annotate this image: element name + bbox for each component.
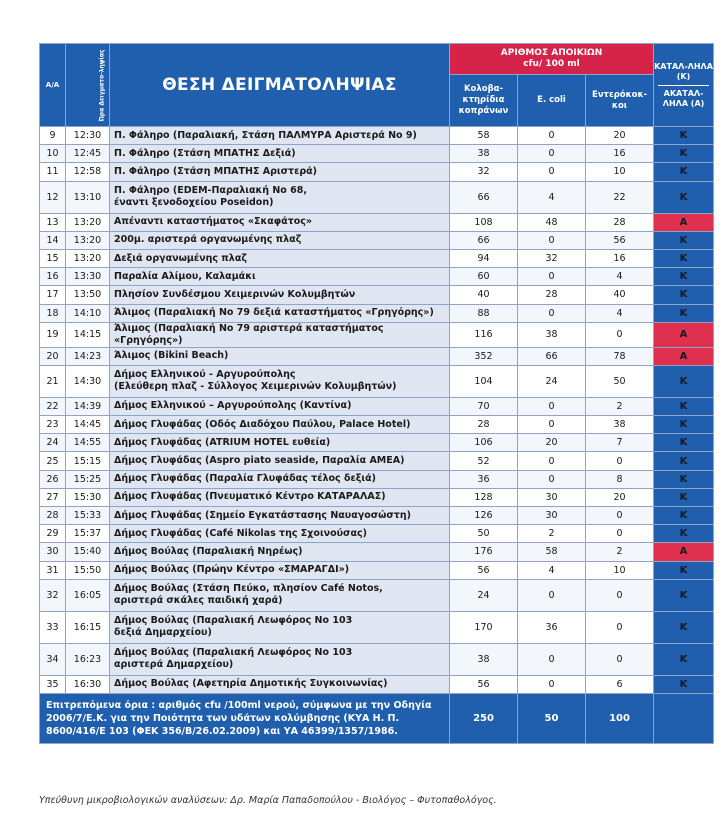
row-location [110,611,450,643]
row-location-line: Δήμος Βούλας (Παραλιακή Λεωφόρος Νο 103 [114,647,353,659]
row-location-line: Δήμος Γλυφάδας (Οδός Διαδόχου Παύλου, Palace Hotel) [114,418,411,430]
row-location [110,434,450,452]
row-location-line: Δήμος Γλυφάδας (Παραλία Γλυφάδας τέλος δεξιά) [114,473,376,485]
row-enterococci: 0 [586,611,654,643]
row-ecoli: 0 [518,452,586,470]
row-ecoli: 0 [518,304,586,322]
row-location [110,127,450,145]
row-time: 13:20 [66,213,110,231]
row-ecoli: 0 [518,675,586,693]
table-row [40,397,714,415]
row-number: 32 [40,579,66,611]
row-location [110,365,450,397]
row-number: 16 [40,268,66,286]
row-location [110,675,450,693]
row-category: Κ [654,397,714,415]
row-number: 14 [40,231,66,249]
row-time: 15:37 [66,525,110,543]
row-time: 12:45 [66,145,110,163]
row-enterococci: 56 [586,231,654,249]
table-row [40,452,714,470]
row-time: 14:10 [66,304,110,322]
table-row [40,231,714,249]
row-ecoli: 38 [518,322,586,347]
row-ecoli: 48 [518,213,586,231]
row-location [110,249,450,267]
row-number: 21 [40,365,66,397]
row-enterococci: 50 [586,365,654,397]
row-location [110,163,450,181]
row-time: 13:50 [66,286,110,304]
row-ecoli: 0 [518,397,586,415]
row-enterococci: 20 [586,488,654,506]
row-location-line: Δεξιά οργανωμένης πλαζ [114,252,247,264]
row-category: Κ [654,507,714,525]
row-ecoli: 0 [518,231,586,249]
row-time: 14:15 [66,322,110,347]
row-category: Κ [654,525,714,543]
row-enterococci: 20 [586,127,654,145]
row-number: 22 [40,397,66,415]
table-row [40,525,714,543]
results-body [40,127,714,694]
row-fecal-coliforms: 66 [450,231,518,249]
table-row [40,145,714,163]
row-fecal-coliforms: 128 [450,488,518,506]
row-location [110,322,450,347]
row-fecal-coliforms: 56 [450,675,518,693]
table-row [40,543,714,561]
row-time: 14:39 [66,397,110,415]
row-category: Α [654,322,714,347]
row-enterococci: 0 [586,322,654,347]
header-title: ΘΕΣΗ ΔΕΙΓΜΑΤΟΛΗΨΙΑΣ [110,44,450,127]
row-time: 12:58 [66,163,110,181]
row-fecal-coliforms: 116 [450,322,518,347]
row-location-line: Π. Φάληρο (EDEM-Παραλιακή Νο 68, [114,185,307,197]
table-row [40,163,714,181]
row-location-line: Δήμος Γλυφάδας (Aspro piato seaside, Παραλία ΑΜΕΑ) [114,455,405,467]
header-row-1 [40,44,714,75]
row-fecal-coliforms: 108 [450,213,518,231]
row-ecoli: 32 [518,249,586,267]
row-location-line: Δήμος Ελληνικού – Αργυρούπολης (Καντίνα) [114,400,352,412]
row-location-line: Δήμος Γλυφάδας (ATRIUM HOTEL ευθεία) [114,436,331,448]
row-location [110,416,450,434]
table-row [40,561,714,579]
row-fecal-coliforms: 24 [450,579,518,611]
table-row [40,304,714,322]
header-colonies-group: ΑΡΙΘΜΟΣ ΑΠΟΙΚΙΩΝ cfu/ 100 ml [450,44,654,75]
row-number: 17 [40,286,66,304]
row-enterococci: 4 [586,268,654,286]
table-row [40,213,714,231]
row-category: Α [654,543,714,561]
row-number: 10 [40,145,66,163]
table-row [40,322,714,347]
row-category: Κ [654,163,714,181]
row-enterococci: 7 [586,434,654,452]
row-ecoli: 0 [518,470,586,488]
header-aa: Α/Α [40,44,66,127]
row-location-line: Π. Φάληρο (Στάση ΜΠΑΤΗΣ Δεξιά) [114,147,296,159]
row-location [110,643,450,675]
row-enterococci: 38 [586,416,654,434]
row-category: Κ [654,643,714,675]
row-location-line: Παραλία Αλίμου, Καλαμάκι [114,270,256,282]
row-enterococci: 0 [586,452,654,470]
row-location-line: αριστερά Δημαρχείου) [114,659,234,671]
row-enterococci: 22 [586,181,654,213]
row-location [110,181,450,213]
row-location-line: Δήμος Βούλας (Παραλιακή Νηρέως) [114,545,303,557]
row-time: 15:25 [66,470,110,488]
row-location-line: (Ελεύθερη πλαζ - Σύλλογος Χειμερινών Κολυμβητών) [114,381,397,393]
row-ecoli: 0 [518,643,586,675]
row-category: Α [654,213,714,231]
table-row [40,347,714,365]
row-location-line: Άλιμος (Παραλιακή Νο 79 αριστερά καταστήματος «Γρηγόρης») [114,322,384,346]
row-fecal-coliforms: 50 [450,525,518,543]
row-fecal-coliforms: 104 [450,365,518,397]
row-number: 9 [40,127,66,145]
row-fecal-coliforms: 38 [450,643,518,675]
row-ecoli: 2 [518,525,586,543]
row-category: Κ [654,268,714,286]
row-location [110,452,450,470]
row-number: 34 [40,643,66,675]
header-ecoli: E. coli [518,75,586,127]
row-location [110,579,450,611]
row-category: Κ [654,675,714,693]
row-enterococci: 10 [586,561,654,579]
row-time: 15:50 [66,561,110,579]
row-time: 13:20 [66,249,110,267]
row-location [110,543,450,561]
row-location-line: Απέναντι καταστήματος «Σκαφάτος» [114,216,313,228]
row-number: 31 [40,561,66,579]
row-time: 15:15 [66,452,110,470]
row-fecal-coliforms: 170 [450,611,518,643]
row-time: 15:33 [66,507,110,525]
row-fecal-coliforms: 176 [450,543,518,561]
row-location-line: Άλιμος (Bikini Beach) [114,350,229,362]
row-location [110,470,450,488]
row-fecal-coliforms: 58 [450,127,518,145]
row-location [110,397,450,415]
row-enterococci: 10 [586,163,654,181]
header-fecal-coliforms: Κολοβα-κτηρίδια κοπράνων [450,75,518,127]
table-row [40,488,714,506]
row-location [110,231,450,249]
row-number: 13 [40,213,66,231]
row-time: 13:20 [66,231,110,249]
table-row [40,127,714,145]
row-location-line: 200μ. αριστερά οργανωμένης πλαζ [114,234,302,246]
row-enterococci: 0 [586,579,654,611]
row-fecal-coliforms: 106 [450,434,518,452]
row-location [110,213,450,231]
row-category: Κ [654,286,714,304]
row-ecoli: 36 [518,611,586,643]
row-time: 14:30 [66,365,110,397]
row-fecal-coliforms: 52 [450,452,518,470]
row-ecoli: 58 [518,543,586,561]
row-enterococci: 2 [586,397,654,415]
limits-blank [654,693,714,743]
row-time: 14:23 [66,347,110,365]
row-time: 15:40 [66,543,110,561]
row-ecoli: 28 [518,286,586,304]
row-location-line: Δήμος Ελληνικού - Αργυρούπολης [114,369,296,381]
row-location [110,286,450,304]
table-row [40,416,714,434]
table-row [40,675,714,693]
row-number: 29 [40,525,66,543]
table-row [40,249,714,267]
row-location-line: Π. Φάληρο (Στάση ΜΠΑΤΗΣ Αριστερά) [114,165,318,177]
row-location-line: δεξιά Δημαρχείου) [114,627,212,639]
row-ecoli: 0 [518,268,586,286]
row-number: 20 [40,347,66,365]
row-location [110,525,450,543]
row-number: 33 [40,611,66,643]
row-category: Κ [654,561,714,579]
row-enterococci: 0 [586,525,654,543]
row-number: 27 [40,488,66,506]
row-location-line: Δήμος Βούλας (Στάση Πεύκο, πλησίον Café Notos, [114,583,383,595]
row-enterococci: 6 [586,675,654,693]
row-fecal-coliforms: 88 [450,304,518,322]
row-enterococci: 40 [586,286,654,304]
row-enterococci: 4 [586,304,654,322]
row-enterococci: 0 [586,507,654,525]
row-enterococci: 0 [586,643,654,675]
row-time: 16:23 [66,643,110,675]
table-row [40,434,714,452]
row-number: 26 [40,470,66,488]
table-row [40,643,714,675]
row-location-line: αριστερά σκάλες παιδική χαρά) [114,595,283,607]
row-fecal-coliforms: 352 [450,347,518,365]
row-category: Κ [654,579,714,611]
row-ecoli: 4 [518,181,586,213]
table-row [40,181,714,213]
row-time: 13:10 [66,181,110,213]
row-fecal-coliforms: 56 [450,561,518,579]
row-fecal-coliforms: 36 [450,470,518,488]
row-ecoli: 66 [518,347,586,365]
row-ecoli: 0 [518,127,586,145]
row-ecoli: 0 [518,145,586,163]
row-enterococci: 78 [586,347,654,365]
row-fecal-coliforms: 32 [450,163,518,181]
row-location-line: Δήμος Βούλας (Πρώην Κέντρο «ΣΜΑΡΑΓΔΙ») [114,564,350,576]
row-category: Κ [654,145,714,163]
row-location-line: Δήμος Γλυφάδας (Café Nikolas της Σχοινούσας) [114,527,367,539]
row-fecal-coliforms: 28 [450,416,518,434]
row-fecal-coliforms: 38 [450,145,518,163]
row-category: Κ [654,434,714,452]
row-location-line: Π. Φάληρο (Παραλιακή, Στάση ΠΑΛΜΥΡΑ Αριστερά Νο 9) [114,129,417,141]
row-fecal-coliforms: 70 [450,397,518,415]
row-number: 25 [40,452,66,470]
table-row [40,507,714,525]
header-enterococci: Εντερόκοκ-κοι [586,75,654,127]
row-number: 24 [40,434,66,452]
row-enterococci: 2 [586,543,654,561]
row-number: 19 [40,322,66,347]
row-ecoli: 30 [518,488,586,506]
row-number: 35 [40,675,66,693]
row-location [110,561,450,579]
table-row [40,611,714,643]
row-category: Κ [654,488,714,506]
row-number: 30 [40,543,66,561]
row-location-line: Δήμος Βούλας (Παραλιακή Λεωφόρος Νο 103 [114,615,353,627]
row-enterococci: 16 [586,249,654,267]
limits-text: Επιτρεπόμενα όρια : αριθμός cfu /100ml νερού, σύμφωνα με την Οδηγία 2006/7/Ε.Κ. για την Ποιότητα των υδάτων κολύμβησης (ΚΥΑ Η. Π. 8600/416/Ε 103 (ΦΕΚ 356/Β/26.02.2009) και ΥΑ 46399/1357/1986. [40,693,450,743]
row-number: 28 [40,507,66,525]
row-time: 12:30 [66,127,110,145]
table-row [40,268,714,286]
table-row [40,470,714,488]
row-time: 14:55 [66,434,110,452]
row-time: 16:30 [66,675,110,693]
row-enterococci: 8 [586,470,654,488]
results-table-container [39,43,713,744]
row-location-line: Πλησίον Συνδέσμου Χειμερινών Κολυμβητών [114,288,356,300]
row-fecal-coliforms: 126 [450,507,518,525]
row-number: 15 [40,249,66,267]
row-category: Α [654,347,714,365]
row-number: 23 [40,416,66,434]
row-ecoli: 0 [518,579,586,611]
row-location-line: έναντι ξενοδοχείου Poseidon) [114,197,274,209]
row-ecoli: 20 [518,434,586,452]
analysis-note: Υπεύθυνη μικροβιολογικών αναλύσεων: Δρ. Μαρία Παπαδοπούλου - Βιολόγος – Φυτοπαθολόγος. [39,795,497,806]
row-time: 16:05 [66,579,110,611]
row-location [110,347,450,365]
row-ecoli: 30 [518,507,586,525]
row-time: 16:15 [66,611,110,643]
row-location-line: Δήμος Βούλας (Αφετηρία Δημοτικής Συγκοινωνίας) [114,678,388,690]
header-category: ΚΑΤΑΛ-ΛΗΛΑ (Κ) ΑΚΑΤΑΛ-ΛΗΛΑ (Α) [654,44,714,127]
row-enterococci: 16 [586,145,654,163]
row-location [110,268,450,286]
row-fecal-coliforms: 60 [450,268,518,286]
row-category: Κ [654,127,714,145]
row-time: 14:45 [66,416,110,434]
row-location-line: Άλιμος (Παραλιακή Νο 79 δεξιά καταστήματος «Γρηγόρης») [114,307,434,319]
row-ecoli: 0 [518,163,586,181]
row-fecal-coliforms: 40 [450,286,518,304]
row-ecoli: 24 [518,365,586,397]
table-row [40,579,714,611]
header-time: Ώρα Δειγματο-ληψίας [66,44,110,127]
row-ecoli: 0 [518,416,586,434]
table-row [40,365,714,397]
row-category: Κ [654,452,714,470]
row-number: 11 [40,163,66,181]
row-ecoli: 4 [518,561,586,579]
sampling-results-table [39,43,714,744]
row-time: 15:30 [66,488,110,506]
table-row [40,286,714,304]
row-location-line: Δήμος Γλυφάδας (Πνευματικό Κέντρο ΚΑΤΑΡΑΛΑΣ) [114,491,386,503]
row-category: Κ [654,611,714,643]
row-fecal-coliforms: 94 [450,249,518,267]
limit-ecoli: 50 [518,693,586,743]
row-location-line: Δήμος Γλυφάδας (Σημείο Εγκατάστασης Ναυαγοσώστη) [114,509,411,521]
row-location [110,304,450,322]
limit-fecal-coliforms: 250 [450,693,518,743]
row-category: Κ [654,181,714,213]
limit-enterococci: 100 [586,693,654,743]
row-number: 12 [40,181,66,213]
row-category: Κ [654,416,714,434]
row-location [110,488,450,506]
row-category: Κ [654,231,714,249]
row-category: Κ [654,249,714,267]
row-enterococci: 28 [586,213,654,231]
limits-row [40,693,714,743]
row-location [110,507,450,525]
row-location [110,145,450,163]
row-number: 18 [40,304,66,322]
row-fecal-coliforms: 66 [450,181,518,213]
row-category: Κ [654,365,714,397]
row-category: Κ [654,470,714,488]
row-category: Κ [654,304,714,322]
row-time: 13:30 [66,268,110,286]
